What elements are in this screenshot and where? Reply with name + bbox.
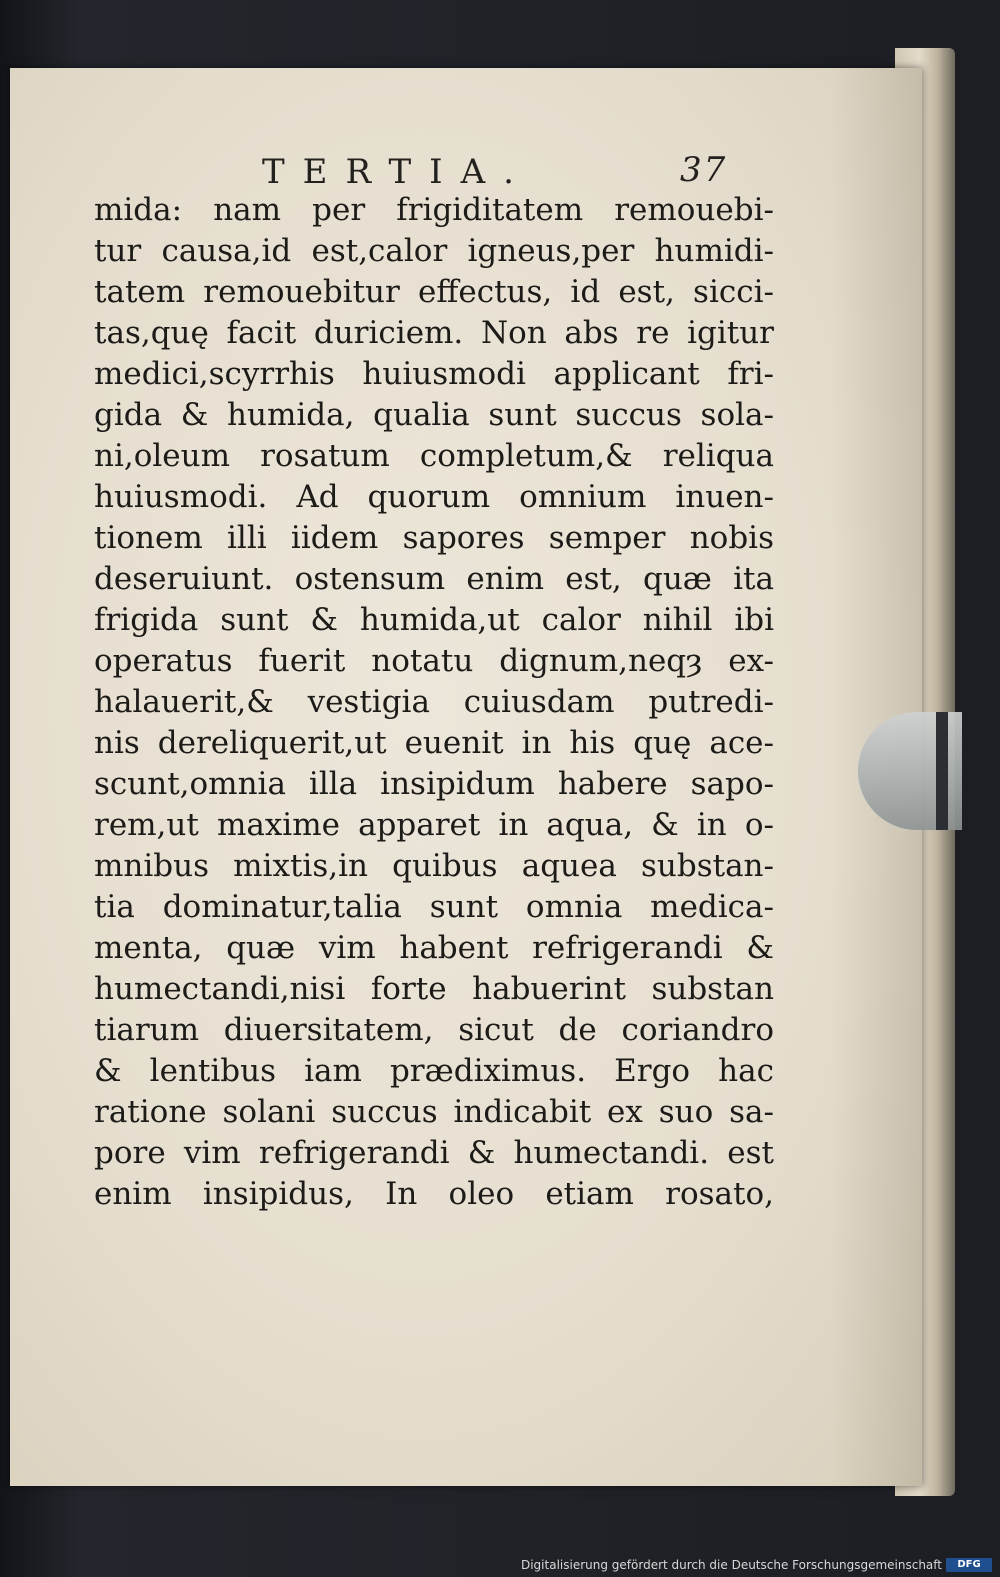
- text-line: rem,ut maxime apparet in aqua, & in o-: [94, 807, 774, 843]
- text-line: nis dereliquerit,ut euenit in his quę ace-: [94, 725, 774, 761]
- text-line: frigida sunt & humida,ut calor nihil ibi: [94, 602, 774, 638]
- running-head: [262, 152, 762, 194]
- running-head-title: TERTIA.: [262, 152, 532, 192]
- text-line: gida & humida, qualia sunt succus sola-: [94, 397, 774, 433]
- digitization-credit: Digitalisierung gefördert durch die Deutsche Forschungsgemeinschaft: [520, 1558, 942, 1572]
- text-line: mnibus mixtis,in quibus aquea substan-: [94, 848, 774, 884]
- text-line: deseruiunt. ostensum enim est, quæ ita: [94, 561, 774, 597]
- text-line: halauerit,& vestigia cuiusdam putredi-: [94, 684, 774, 720]
- text-line: tatem remouebitur effectus, id est, sicci-: [94, 274, 774, 310]
- text-line: humectandi,nisi forte habuerint substan: [94, 971, 774, 1007]
- text-line: ratione solani succus indicabit ex suo sa-: [94, 1094, 774, 1130]
- text-line: tas,quę facit duriciem. Non abs re igitur: [94, 315, 774, 351]
- text-line: operatus fuerit notatu dignum,neqȝ ex-: [94, 643, 774, 679]
- text-line: huiusmodi. Ad quorum omnium inuen-: [94, 479, 774, 515]
- text-line: enim insipidus, In oleo etiam rosato,: [94, 1176, 774, 1212]
- text-line: scunt,omnia illa insipidum habere sapo-: [94, 766, 774, 802]
- dfg-logo: DFG: [946, 1558, 992, 1572]
- text-line: tionem illi iidem sapores semper nobis: [94, 520, 774, 556]
- page-number: 37: [680, 150, 728, 190]
- text-line: & lentibus iam prædiximus. Ergo hac: [94, 1053, 774, 1089]
- text-line: mida: nam per frigiditatem remouebi-: [94, 192, 774, 228]
- text-line: ni,oleum rosatum completum,& reliqua: [94, 438, 774, 474]
- text-line: tiarum diuersitatem, sicut de coriandro: [94, 1012, 774, 1048]
- page-clip-edge: [936, 712, 948, 830]
- text-line: pore vim refrigerandi & humectandi. est: [94, 1135, 774, 1171]
- text-line: medici,scyrrhis huiusmodi applicant fri-: [94, 356, 774, 392]
- text-line: tia dominatur,talia sunt omnia medica-: [94, 889, 774, 925]
- body-text: [94, 190, 774, 1215]
- text-line: menta, quæ vim habent refrigerandi &: [94, 930, 774, 966]
- text-line: tur causa,id est,calor igneus,per humidi-: [94, 233, 774, 269]
